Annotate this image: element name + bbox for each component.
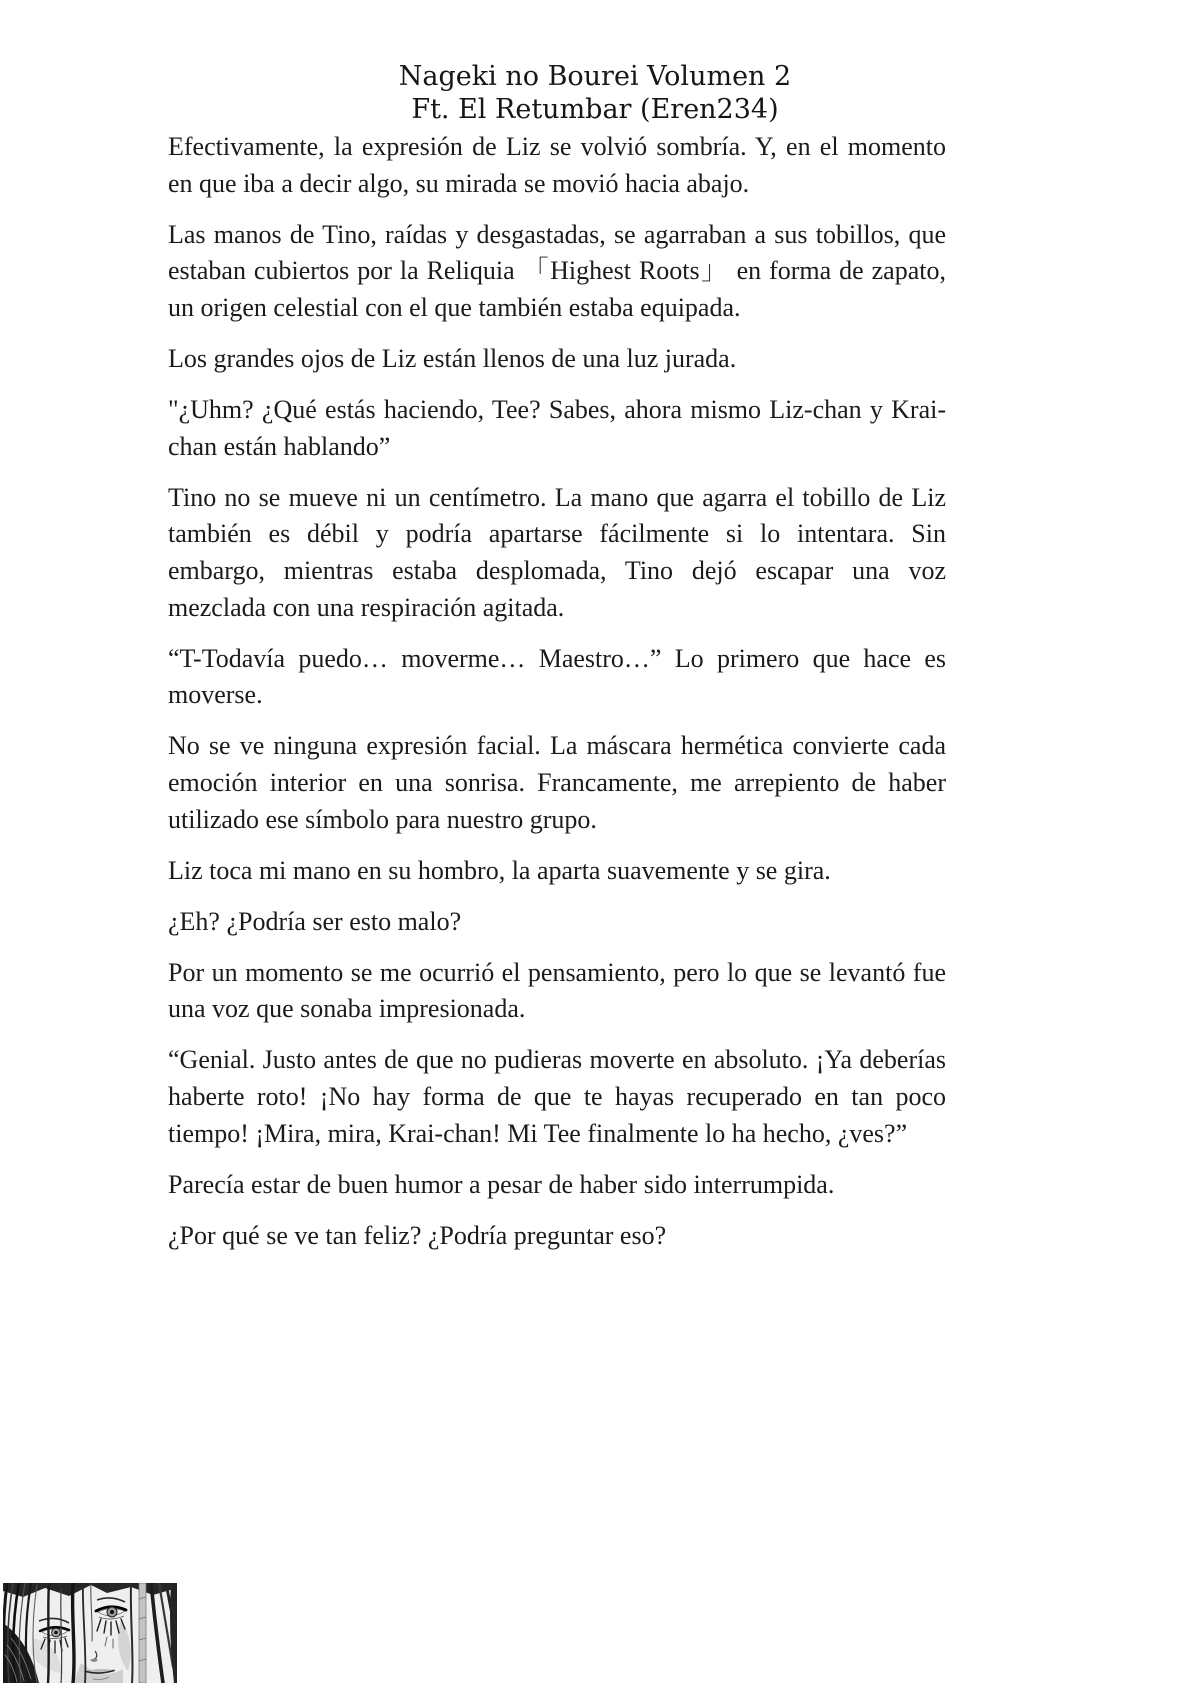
manga-face-image [3, 1583, 177, 1683]
manga-face-illustration [3, 1583, 177, 1683]
document-header [0, 60, 1190, 126]
paragraph: Tino no se mueve ni un centímetro. La mano que agarra el tobillo de Liz también es débil y podría apartarse fácilmente si lo intentara. Sin embargo, mientras estaba desplomada, Tino dejó escapar una voz mezclada con una respiración agitada. [168, 482, 946, 622]
paragraph: Por un momento se me ocurrió el pensamiento, pero lo que se levantó fue una voz que sonaba impresionada. [168, 957, 946, 1024]
paragraph: “T-Todavía puedo… moverme… Maestro…” Lo primero que hace es moverse. [168, 643, 946, 710]
paragraph: Las manos de Tino, raídas y desgastadas, se agarraban a sus tobillos, que estaban cubiertos por la Reliquia 「Highest Roots」 en forma de zapato, un origen celestial con el que también estaba equipada. [168, 219, 946, 322]
paragraph: Efectivamente, la expresión de Liz se volvió sombría. Y, en el momento en que iba a decir algo, su mirada se movió hacia abajo. [168, 132, 946, 198]
paragraph: ¿Por qué se ve tan feliz? ¿Podría preguntar eso? [168, 1220, 667, 1250]
document-body [168, 129, 946, 1269]
paragraph: Los grandes ojos de Liz están llenos de una luz jurada. [168, 343, 737, 373]
paragraph: “Genial. Justo antes de que no pudieras moverte en absoluto. ¡Ya deberías haberte roto! ¡No hay forma de que te hayas recuperado en tan poco tiempo! ¡Mira, mira, Krai-chan! Mi Tee finalmente lo ha hecho, ¿ves?” [168, 1045, 946, 1148]
document-title: Nageki no Bourei Volumen 2 [398, 61, 792, 92]
paragraph: No se ve ninguna expresión facial. La máscara hermética convierte cada emoción interior en una sonrisa. Francamente, me arrepiento de haber utilizado ese símbolo para nuestro grupo. [168, 731, 946, 834]
paragraph: Parecía estar de buen humor a pesar de haber sido interrumpida. [168, 1169, 835, 1199]
paragraph: ¿Eh? ¿Podría ser esto malo? [168, 906, 462, 936]
paragraph: Liz toca mi mano en su hombro, la aparta suavemente y se gira. [168, 855, 831, 885]
document-subtitle: Ft. El Retumbar (Eren234) [411, 94, 779, 125]
paragraph: "¿Uhm? ¿Qué estás haciendo, Tee? Sabes, ahora mismo Liz-chan y Krai-chan están hablando” [168, 395, 946, 461]
